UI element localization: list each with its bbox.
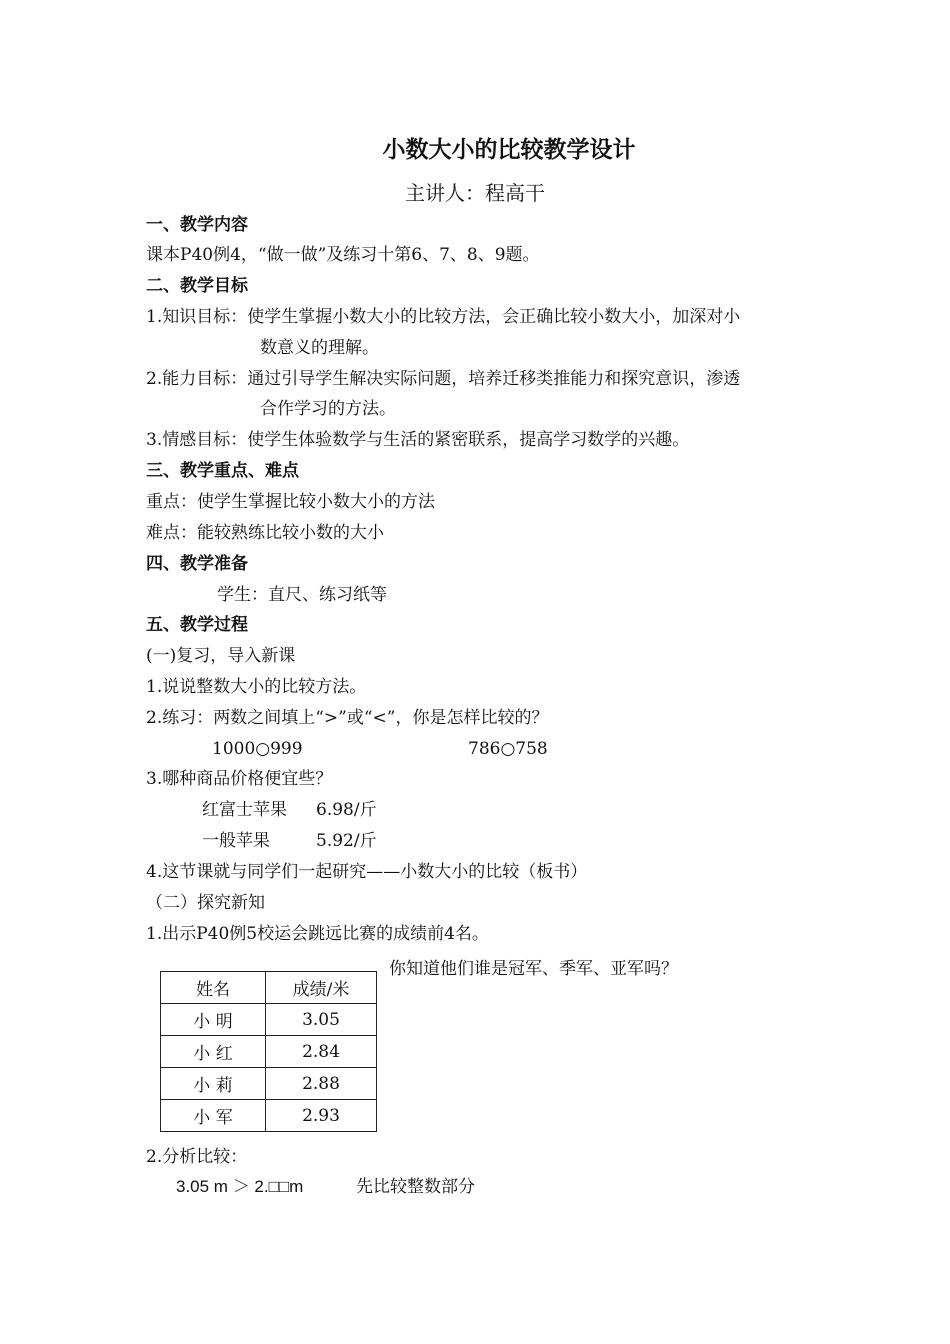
table-cell-score: 2.84 [266, 1036, 377, 1068]
table-cell-name: 小 军 [161, 1100, 266, 1132]
objective-ability-line1: 2.能力目标：通过引导学生解决实际问题，培养迁移类推能力和探究意识，渗透 [146, 369, 741, 389]
compare-b: 786○758 [468, 739, 548, 759]
difficulty-point: 难点：能较熟练比较小数的大小 [146, 523, 384, 543]
part2-title: （二）探究新知 [146, 893, 265, 913]
part1-item3: 3.哪种商品价格便宜些？ [146, 769, 333, 789]
objective-emotion: 3.情感目标：使学生体验数学与生活的紧密联系，提高学习数学的兴趣。 [146, 430, 690, 450]
product1-name: 红富士苹果 [202, 800, 287, 820]
section-heading-preparation: 四、教学准备 [146, 554, 248, 574]
table-row [161, 1100, 377, 1132]
objective-ability-line2: 合作学习的方法。 [260, 399, 396, 419]
table-cell-score: 2.93 [266, 1100, 377, 1132]
part2-question: 你知道他们谁是冠军、季军、亚军吗？ [389, 959, 678, 979]
product2-price: 5.92/斤 [316, 831, 377, 851]
table-cell-score: 2.88 [266, 1068, 377, 1100]
table-header-name: 姓名 [161, 972, 266, 1004]
table-header-score: 成绩/米 [266, 972, 377, 1004]
table-header-row [161, 972, 377, 1004]
table-row [161, 1036, 377, 1068]
preparation-text: 学生：直尺、练习纸等 [217, 585, 387, 605]
document-title: 小数大小的比较教学设计 [382, 137, 636, 163]
analysis-expression: 3.05 m ＞ 2.□□m [176, 1177, 304, 1196]
objective-knowledge-line1: 1.知识目标：使学生掌握小数大小的比较方法，会正确比较小数大小，加深对小 [146, 307, 741, 327]
content-text: 课本P40例4，“做一做”及练习十第6、7、8、9题。 [146, 245, 540, 265]
compare-a: 1000○999 [212, 739, 303, 759]
section-heading-objectives: 二、教学目标 [146, 276, 248, 296]
scores-table [160, 971, 377, 1132]
objective-knowledge-line2: 数意义的理解。 [260, 338, 379, 358]
key-point: 重点：使学生掌握比较小数大小的方法 [146, 492, 435, 512]
product1-price: 6.98/斤 [316, 800, 377, 820]
table-row [161, 1004, 377, 1036]
section-heading-key-points: 三、教学重点、难点 [146, 461, 299, 481]
part1-item2: 2.练习：两数之间填上“>”或“<”，你是怎样比较的？ [146, 708, 549, 728]
table-row [161, 1068, 377, 1100]
table-cell-score: 3.05 [266, 1004, 377, 1036]
part1-title: (一)复习，导入新课 [146, 646, 296, 666]
part1-item4: 4.这节课就与同学们一起研究——小数大小的比较（板书） [146, 862, 588, 882]
section-heading-content: 一、教学内容 [146, 215, 248, 235]
analysis-note: 先比较整数部分 [356, 1177, 475, 1197]
table-cell-name: 小 明 [161, 1004, 266, 1036]
speaker-line: 主讲人：程高干 [405, 181, 545, 205]
table-cell-name: 小 莉 [161, 1068, 266, 1100]
part2-item1: 1.出示P40例5校运会跳远比赛的成绩前4名。 [146, 924, 489, 944]
table-cell-name: 小 红 [161, 1036, 266, 1068]
product2-name: 一般苹果 [202, 831, 270, 851]
section-heading-process: 五、教学过程 [146, 615, 248, 635]
part1-item1: 1.说说整数大小的比较方法。 [146, 677, 367, 697]
part2-item2: 2.分析比较： [146, 1147, 248, 1167]
